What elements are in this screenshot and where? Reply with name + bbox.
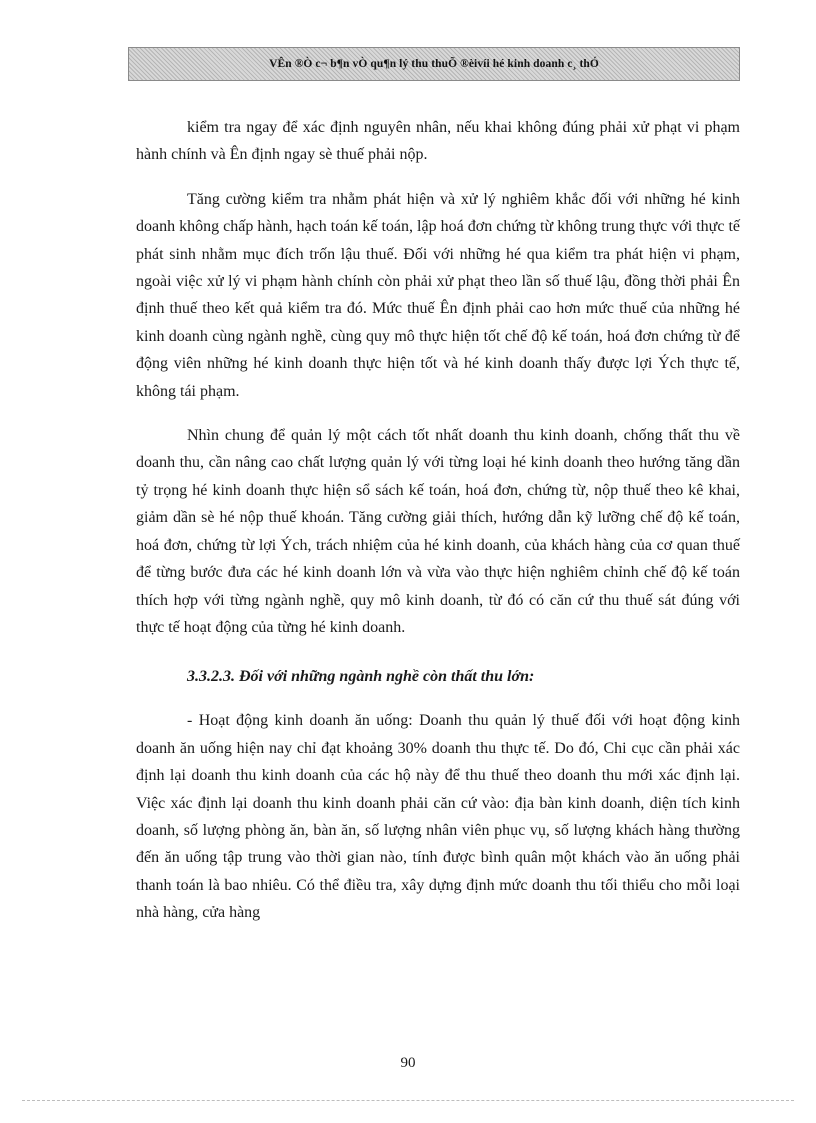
page-body bbox=[136, 114, 740, 944]
paragraph-3: Nhìn chung để quản lý một cách tốt nhất doanh thu kinh doanh, chống thất thu về doanh thu, cần nâng cao chất lượng quản lý với từng loại hé kinh doanh theo hướng tăng dần tỷ trọng hé kinh doanh thực hiện sổ sách kế toán, hoá đơn, chứng từ, nộp thuế theo kê khai, giảm dần sè hé nộp thuế khoán. Tăng cường giải thích, hướng dẫn kỹ lưỡng chế độ kế toán, hoá đơn, chứng từ lợi Ých, trách nhiệm của hé kinh doanh, của khách hàng của cơ quan thuế để từng bước đưa các hé kinh doanh lớn và vừa vào thực hiện nghiêm chỉnh chế độ kế toán thích hợp với từng ngành nghề, quy mô kinh doanh, từ đó có căn cứ thu thuế sát đúng với thực tế hoạt động của từng hé kinh doanh. bbox=[136, 427, 740, 636]
section-heading: 3.3.2.3. Đối với những ngành nghề còn thất thu lớn: bbox=[187, 668, 535, 686]
running-header bbox=[128, 47, 740, 81]
paragraph-4: - Hoạt động kinh doanh ăn uống: Doanh thu quản lý thuế đối với hoạt động kinh doanh ăn uống hiện nay chỉ đạt khoảng 30% doanh thu thực tế. Do đó, Chi cục cần phải xác định lại doanh thu kinh doanh của các hộ này để thu thuế theo doanh thu mới xác định lại. Việc xác định lại doanh thu kinh doanh phải căn cứ vào: địa bàn kinh doanh, diện tích kinh doanh, số lượng phòng ăn, bàn ăn, số lượng nhân viên phục vụ, số lượng khách hàng thường đến ăn uống tập trung vào thời gian nào, tính được bình quân một khách vào ăn uống phải thanh toán là bao nhiêu. Có thể điều tra, xây dựng định mức doanh thu tối thiểu cho mỗi loại nhà hàng, cửa hàng bbox=[136, 712, 740, 922]
page-bottom-divider bbox=[22, 1100, 794, 1101]
paragraph-1: kiểm tra ngay để xác định nguyên nhân, nếu khai không đúng phải xử phạt vi phạm hành chính và Ên định ngay sè thuế phải nộp. bbox=[136, 119, 740, 164]
paragraph-2: Tăng cường kiểm tra nhằm phát hiện và xử lý nghiêm khắc đối với những hé kinh doanh không chấp hành, hạch toán kế toán, lập hoá đơn chứng từ không trung thực với thực tế phát sinh nhằm mục đích trốn lậu thuế. Đối với những hé qua kiểm tra phát hiện vi phạm, ngoài việc xử lý vi phạm hành chính còn phải xử phạt theo lần số thuế lậu, đồng thời phải Ên định thuế theo kết quả kiểm tra đó. Mức thuế Ên định phải cao hơn mức thuế của những hé kinh doanh cùng ngành nghề, cùng quy mô thực hiện tốt chế độ kế toán, hoá đơn chứng từ để động viên những hé kinh doanh thực hiện tốt và hé kinh doanh thấy được lợi Ých thực tế, không tái phạm. bbox=[136, 190, 740, 400]
page-number: 90 bbox=[400, 1055, 416, 1071]
running-header-title: VÊn ®Ò c¬ b¶n vÒ qu¶n lý thu thuÕ ®èivíi hé kinh doanh c¸ thÓ bbox=[269, 58, 599, 70]
